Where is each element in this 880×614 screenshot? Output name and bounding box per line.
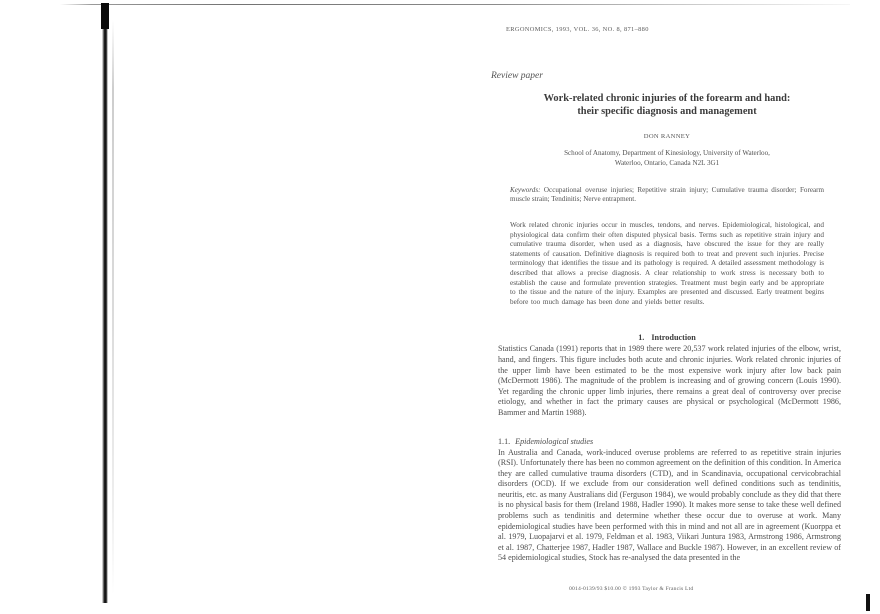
- introduction-paragraph: Statistics Canada (1991) reports that in 1989 there were 20,537 work related injuries of the elbow, wrist, hand, and fingers. This figure includes both acute and chronic injuries. Work related chronic injuries of the upper limb have been estimated to be the most expensive work injury after low back pain (McDermott 1986). The magnitude of the problem is increasing and of growing concern (Louis 1990). Yet regarding the chronic upper limb injuries, there remains a great deal of controversy over precise etiology, and whether in fact the primary causes are physical or psychological (McDermott 1986, Bammer and Martin 1988).: [498, 344, 841, 417]
- author-affiliation: [484, 149, 850, 168]
- review-paper-label: Review paper: [491, 71, 543, 81]
- keywords-block: [510, 186, 824, 204]
- running-head: ERGONOMICS, 1993, VOL. 36, NO. 8, 871–880: [506, 26, 649, 33]
- title-line-1: Work-related chronic injuries of the forearm and hand:: [543, 93, 791, 104]
- section-title: Introduction: [651, 333, 696, 343]
- scan-top-edge-artifact: [60, 4, 850, 5]
- page-title: [484, 92, 850, 118]
- scan-bottom-right-mark: [866, 594, 870, 611]
- book-binding-gutter-shadow: [102, 3, 108, 603]
- subsection-heading-epidemiological-studies: [498, 437, 850, 446]
- copyright-footnote: 0014-0139/93 $10.00 © 1993 Taylor & Francis Ltd: [569, 586, 694, 593]
- subsection-title: Epidemiological studies: [515, 436, 594, 446]
- abstract-text: Work related chronic injuries occur in muscles, tendons, and nerves. Epidemiological, histological, and physiological data confirm their often disputed physical basis. Terms such as repetitive strain injury and cumulative trauma disorder, when used as a diagnosis, have obscured the issue for they are really statements of causation. Definitive diagnosis is required both to treat and prevent such injuries. Precise terminology that identifies the tissue and its pathology is required. A detailed assessment methodology is described that allows a precise diagnosis. A clear relationship to work stress is necessary both to establish the cause and formulate prevention strategies. Treatment must begin early and be appropriate to the tissue and the nature of the injury. Examples are presented and discussed. Early treatment begins before too much damage has been done and yields better results.: [510, 221, 824, 306]
- subsection-number: 1.1.: [498, 436, 511, 446]
- author-name: DON RANNEY: [643, 133, 691, 140]
- affiliation-line-2: Waterloo, Ontario, Canada N2L 3G1: [614, 158, 720, 167]
- subsection-paragraph: In Australia and Canada, work-induced overuse problems are referred to as repetitive strain injuries (RSI). Unfortunately there has been no common agreement on the definition of this condition. In America they are called cumulative trauma disorders (CTD), and in Scandinavia, occupational cervicobrachial disorders (OCD). If we exclude from our consideration well defined conditions such as tendinitis, neuritis, etc. as many Australians did (Ferguson 1984), we would probably conclude as they did that there is no physical basis for them (Ireland 1988, Hadler 1990). It makes more sense to take these well defined problems such as tendinitis and determine whether these occur due to overuse at work. Many epidemiological studies have been performed with this in mind and not all are in agreement (Kuorppa et al. 1979, Luopajarvi et al. 1979, Feldman et al. 1983, Viikari Juntura 1983, Armstrong 1986, Armstrong et al. 1987, Chatterjee 1987, Hadler 1987, Wallace and Buckle 1987). However, in an excellent review of 54 epidemiological studies, Stock has re-analysed the data presented in the: [498, 447, 841, 563]
- affiliation-line-1: School of Anatomy, Department of Kinesiology, University of Waterloo,: [564, 149, 770, 157]
- section-number: 1.: [638, 333, 645, 343]
- printed-page: [484, 26, 850, 593]
- book-binding-gutter-top: [101, 3, 109, 29]
- title-line-2: their specific diagnosis and management: [577, 106, 757, 117]
- keywords-text: Occupational overuse injuries; Repetitive strain injury; Cumulative trauma disorder; Forearm muscle strain; Tendinitis; Nerve entrapment.: [510, 186, 824, 203]
- keywords-label: Keywords:: [510, 186, 541, 194]
- page-fold-line: [112, 20, 114, 595]
- section-heading-introduction: [484, 333, 850, 342]
